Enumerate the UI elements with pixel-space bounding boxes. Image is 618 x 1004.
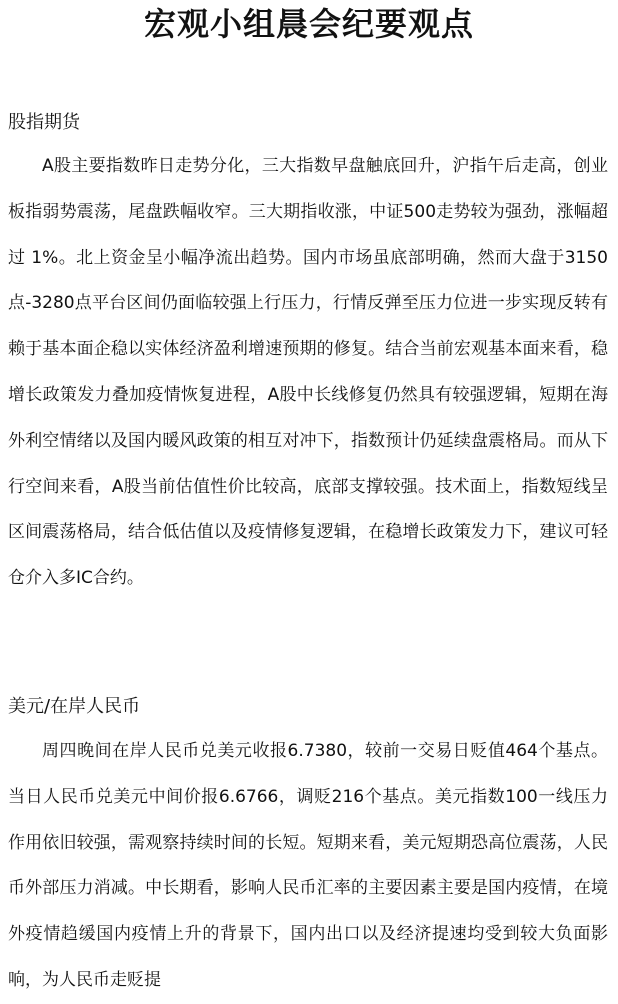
- document-title: 宏观小组晨会纪要观点: [143, 5, 474, 43]
- section-paragraph-usd-cny: 周四晚间在岸人民币兑美元收报6.7380，较前一交易日贬值464个基点。当日人民币兑美元中间价报6.6766，调贬216个基点。美元指数100一线压力作用依旧较强，需观察持续时间的长短。短期来看，美元短期恐高位震荡，人民币外部压力消减。中长期看，影响人民币汇率的主要因素主要是国内疫情，在境外疫情趋缓国内疫情上升的背景下，国内出口以及经济提速均受到较大负面影响，为人民币走贬提: [8, 741, 608, 990]
- section-heading-stock-index-futures: 股指期货: [8, 112, 80, 133]
- section-paragraph-stock-index-futures: A股主要指数昨日走势分化，三大指数早盘触底回升，沪指午后走高，创业板指弱势震荡，尾盘跌幅收窄。三大期指收涨，中证500走势较为强劲，涨幅超过 1%。北上资金呈小幅净流出趋势。国内市场虽底部明确，然而大盘于3150点-3280点平台区间仍面临较强上行压力，行情反弹至压力位进一步实现反转有赖于基本面企稳以实体经济盈利增速预期的修复。结合当前宏观基本面来看，稳增长政策发力叠加疫情恢复进程，A股中长线修复仍然具有较强逻辑，短期在海外利空情绪以及国内暖风政策的相互对冲下，指数预计仍延续盘震格局。而从下行空间来看，A股当前估值性价比较高，底部支撑较强。技术面上，指数短线呈区间震荡格局，结合低估值以及疫情修复逻辑，在稳增长政策发力下，建议可轻仓介入多IC合约。: [8, 156, 608, 589]
- section-heading-usd-cny: 美元/在岸人民币: [8, 696, 141, 717]
